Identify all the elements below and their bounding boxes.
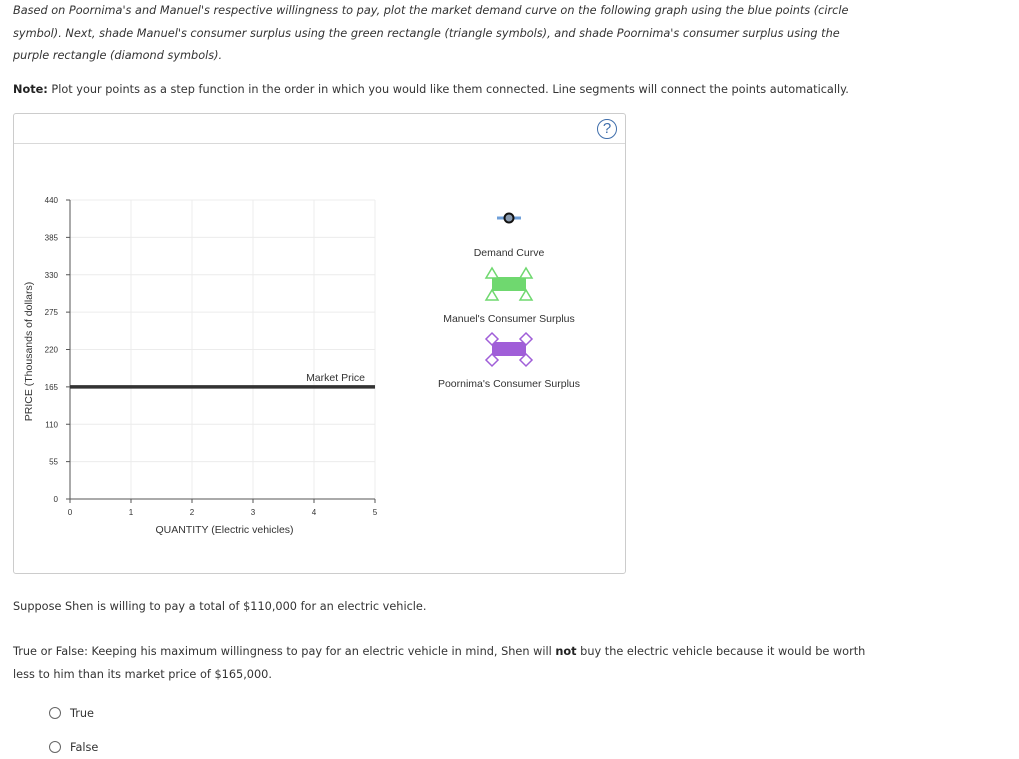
radio-true[interactable] xyxy=(49,707,61,719)
circle-symbol-icon xyxy=(505,214,514,223)
question-intro: Suppose Shen is willing to pay a total of $110,000 for an electric vehicle. xyxy=(13,600,427,613)
y-tick-label: 385 xyxy=(44,233,58,243)
x-tick-label: 0 xyxy=(67,508,73,517)
question-bold: not xyxy=(555,645,577,658)
graph-panel xyxy=(13,113,626,574)
x-tick-label: 3 xyxy=(250,508,256,517)
poornima-surplus-tool[interactable] xyxy=(486,333,532,366)
note-text xyxy=(13,79,913,101)
option-false-label: False xyxy=(70,740,99,754)
triangle-symbol-icon xyxy=(486,268,498,278)
y-tick-label: 220 xyxy=(44,345,58,355)
option-true-label: True xyxy=(70,706,94,720)
question-post: buy the electric vehicle because it would be worth less to him than its market price of $165,000. xyxy=(13,645,866,681)
demand-curve-tool[interactable] xyxy=(497,214,521,223)
x-tick-label: 1 xyxy=(128,508,134,517)
x-tick-label: 5 xyxy=(372,508,378,517)
x-tick-label: 2 xyxy=(189,508,195,517)
y-tick-label: 110 xyxy=(45,420,58,430)
y-tick-label: 165 xyxy=(44,382,58,392)
legend-label-poornima-surplus: Poornima's Consumer Surplus xyxy=(437,378,581,390)
legend-label-manuel-surplus: Manuel's Consumer Surplus xyxy=(443,313,575,325)
manuel-surplus-swatch xyxy=(492,277,526,291)
triangle-symbol-icon xyxy=(520,290,532,300)
y-tick-label: 55 xyxy=(49,457,58,467)
option-false[interactable] xyxy=(49,739,98,755)
triangle-symbol-icon xyxy=(520,268,532,278)
help-icon[interactable]: ? xyxy=(597,119,617,139)
manuel-surplus-tool[interactable] xyxy=(486,268,532,300)
note-body: Plot your points as a step function in the order in which you would like them connected. Line segments will connect the points automatically. xyxy=(47,83,849,96)
y-tick-label: 330 xyxy=(44,270,58,280)
radio-false[interactable] xyxy=(49,741,61,753)
legend-label-demand-curve: Demand Curve xyxy=(473,247,545,259)
y-tick-label: 440 xyxy=(44,196,58,205)
y-axis-label: PRICE (Thousands of dollars) xyxy=(23,281,35,422)
question-text xyxy=(13,641,883,686)
instructions-text: Based on Poornima's and Manuel's respective willingness to pay, plot the market demand curve on the following graph using the blue points (circle symbol). Next, shade Manuel's consumer surplus using the green rectangle (triangle symbols), and shade Poornima's consumer surplus using the purple rectangle (diamond symbols). xyxy=(13,4,849,62)
market-graph[interactable] xyxy=(14,114,625,573)
y-tick-label: 0 xyxy=(53,495,58,504)
poornima-surplus-swatch xyxy=(492,342,526,356)
market-price-label: Market Price xyxy=(306,371,365,384)
x-axis-label: QUANTITY (Electric vehicles) xyxy=(155,524,294,536)
x-tick-label: 4 xyxy=(311,508,317,517)
triangle-symbol-icon xyxy=(486,290,498,300)
note-label: Note: xyxy=(13,83,48,96)
y-tick-label: 275 xyxy=(44,308,58,318)
option-true[interactable] xyxy=(49,705,94,721)
question-pre: True or False: Keeping his maximum willingness to pay for an electric vehicle in mind, Shen will xyxy=(13,645,556,658)
